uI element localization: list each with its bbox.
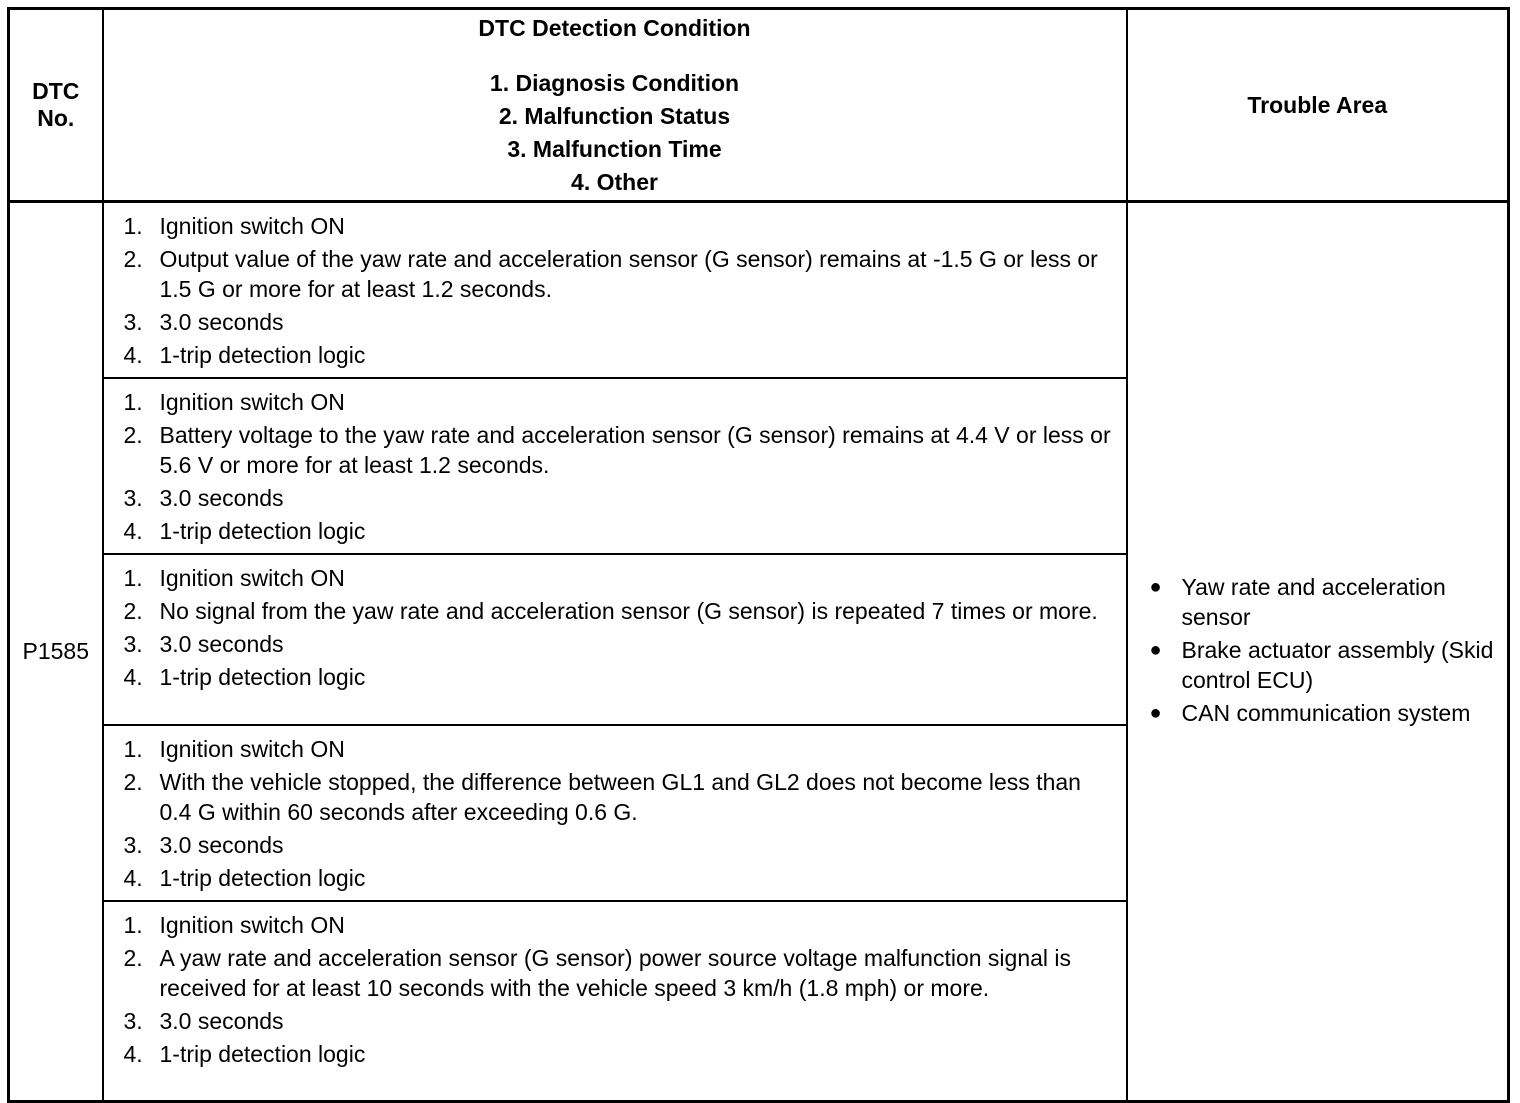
condition-item-text: 1-trip detection logic [159, 1041, 366, 1067]
condition-item-text: Ignition switch ON [159, 736, 345, 762]
condition-item-number: 1. [123, 389, 143, 415]
condition-item [124, 910, 1116, 940]
condition-item-text: 3.0 seconds [159, 832, 284, 858]
trouble-area-item [1150, 572, 1502, 632]
condition-item [124, 420, 1116, 480]
condition-item-number: 2. [123, 246, 143, 272]
condition-item-number: 2. [123, 769, 143, 795]
dtc-code: P1585 [9, 202, 103, 1102]
legend-item: 1. Diagnosis Condition [489, 69, 740, 96]
bullet-icon: ● [1149, 575, 1162, 598]
condition-item [124, 483, 1116, 513]
condition-item-text: A yaw rate and acceleration sensor (G sensor) power source voltage malfunction signal is received for at least 10 seconds with the vehicle speed 3 km/h (1.8 mph) or more. [159, 945, 1072, 1001]
condition-item [124, 516, 1116, 546]
detection-legend [104, 67, 1126, 199]
condition-item-text: 3.0 seconds [159, 1008, 284, 1034]
condition-item [124, 863, 1116, 893]
condition-list [104, 203, 1126, 377]
condition-item [124, 830, 1116, 860]
condition-item-number: 4. [123, 518, 143, 544]
condition-item-number: 3. [123, 832, 143, 858]
condition-item-number: 2. [123, 945, 143, 971]
bullet-icon: ● [1149, 638, 1162, 661]
condition-item-text: 1-trip detection logic [159, 865, 366, 891]
condition-item-text: 3.0 seconds [159, 631, 284, 657]
condition-item-number: 3. [123, 485, 143, 511]
condition-item [124, 563, 1116, 593]
trouble-area-text: Yaw rate and acceleration sensor [1181, 573, 1446, 630]
condition-cell [103, 554, 1127, 725]
condition-item [124, 387, 1116, 417]
trouble-area-list [1128, 572, 1508, 728]
condition-item-number: 2. [123, 422, 143, 448]
trouble-area-item [1150, 698, 1502, 728]
condition-item [124, 596, 1116, 626]
condition-item-text: No signal from the yaw rate and acceleration sensor (G sensor) is repeated 7 times or more. [159, 598, 1098, 624]
condition-item [124, 307, 1116, 337]
condition-cell [103, 378, 1127, 554]
condition-item [124, 244, 1116, 304]
condition-item-number: 1. [123, 912, 143, 938]
condition-item-text: Ignition switch ON [159, 389, 345, 415]
condition-item-text: 1-trip detection logic [159, 342, 366, 368]
trouble-area-text: Brake actuator assembly (Skid control ECU) [1181, 636, 1494, 693]
condition-item-text: Ignition switch ON [159, 565, 345, 591]
condition-item-number: 2. [123, 598, 143, 624]
detection-title: DTC Detection Condition [478, 14, 751, 41]
legend-item: 2. Malfunction Status [498, 102, 731, 129]
condition-item-number: 4. [123, 865, 143, 891]
header-dtc-no: DTC No. [9, 9, 103, 202]
condition-item-text: Battery voltage to the yaw rate and acceleration sensor (G sensor) remains at 4.4 V or less or 5.6 V or more for at least 1.2 seconds. [159, 422, 1111, 478]
trouble-area-text: CAN communication system [1181, 699, 1471, 726]
dtc-table [7, 7, 1510, 1103]
condition-item-text: Ignition switch ON [159, 213, 345, 239]
condition-item [124, 1039, 1116, 1069]
condition-item-number: 1. [123, 213, 143, 239]
condition-item-number: 3. [123, 1008, 143, 1034]
condition-item-number: 1. [123, 565, 143, 591]
condition-item-text: Output value of the yaw rate and acceleration sensor (G sensor) remains at -1.5 G or less or 1.5 G or more for at least 1.2 seconds. [159, 246, 1098, 302]
condition-item-text: 1-trip detection logic [159, 518, 366, 544]
header-trouble-area: Trouble Area [1127, 9, 1509, 202]
condition-item-number: 3. [123, 309, 143, 335]
condition-item [124, 767, 1116, 827]
header-row [9, 9, 1509, 202]
condition-item [124, 340, 1116, 370]
condition-list [104, 379, 1126, 553]
trouble-area-item [1150, 635, 1502, 695]
condition-item-number: 1. [123, 736, 143, 762]
condition-item [124, 629, 1116, 659]
trouble-area-cell [1127, 202, 1509, 1102]
bullet-icon: ● [1149, 701, 1162, 724]
condition-cell [103, 202, 1127, 379]
condition-list [104, 902, 1126, 1076]
condition-item-number: 4. [123, 664, 143, 690]
condition-cell [103, 901, 1127, 1101]
condition-row [9, 202, 1509, 379]
condition-item [124, 943, 1116, 1003]
condition-item-number: 3. [123, 631, 143, 657]
legend-item: 3. Malfunction Time [507, 135, 722, 162]
condition-item-text: 3.0 seconds [159, 309, 284, 335]
header-detection-condition [103, 9, 1127, 202]
condition-item-text: 1-trip detection logic [159, 664, 366, 690]
condition-item [124, 734, 1116, 764]
condition-item-number: 4. [123, 342, 143, 368]
condition-item-text: With the vehicle stopped, the difference between GL1 and GL2 does not become less than 0.4 G within 60 seconds after exceeding 0.6 G. [159, 769, 1081, 825]
condition-list [104, 726, 1126, 900]
condition-item [124, 1006, 1116, 1036]
condition-item-text: Ignition switch ON [159, 912, 345, 938]
condition-item [124, 211, 1116, 241]
condition-list [104, 555, 1126, 699]
legend-item: 4. Other [571, 168, 658, 195]
condition-item [124, 662, 1116, 692]
condition-item-text: 3.0 seconds [159, 485, 284, 511]
condition-cell [103, 725, 1127, 901]
condition-item-number: 4. [123, 1041, 143, 1067]
